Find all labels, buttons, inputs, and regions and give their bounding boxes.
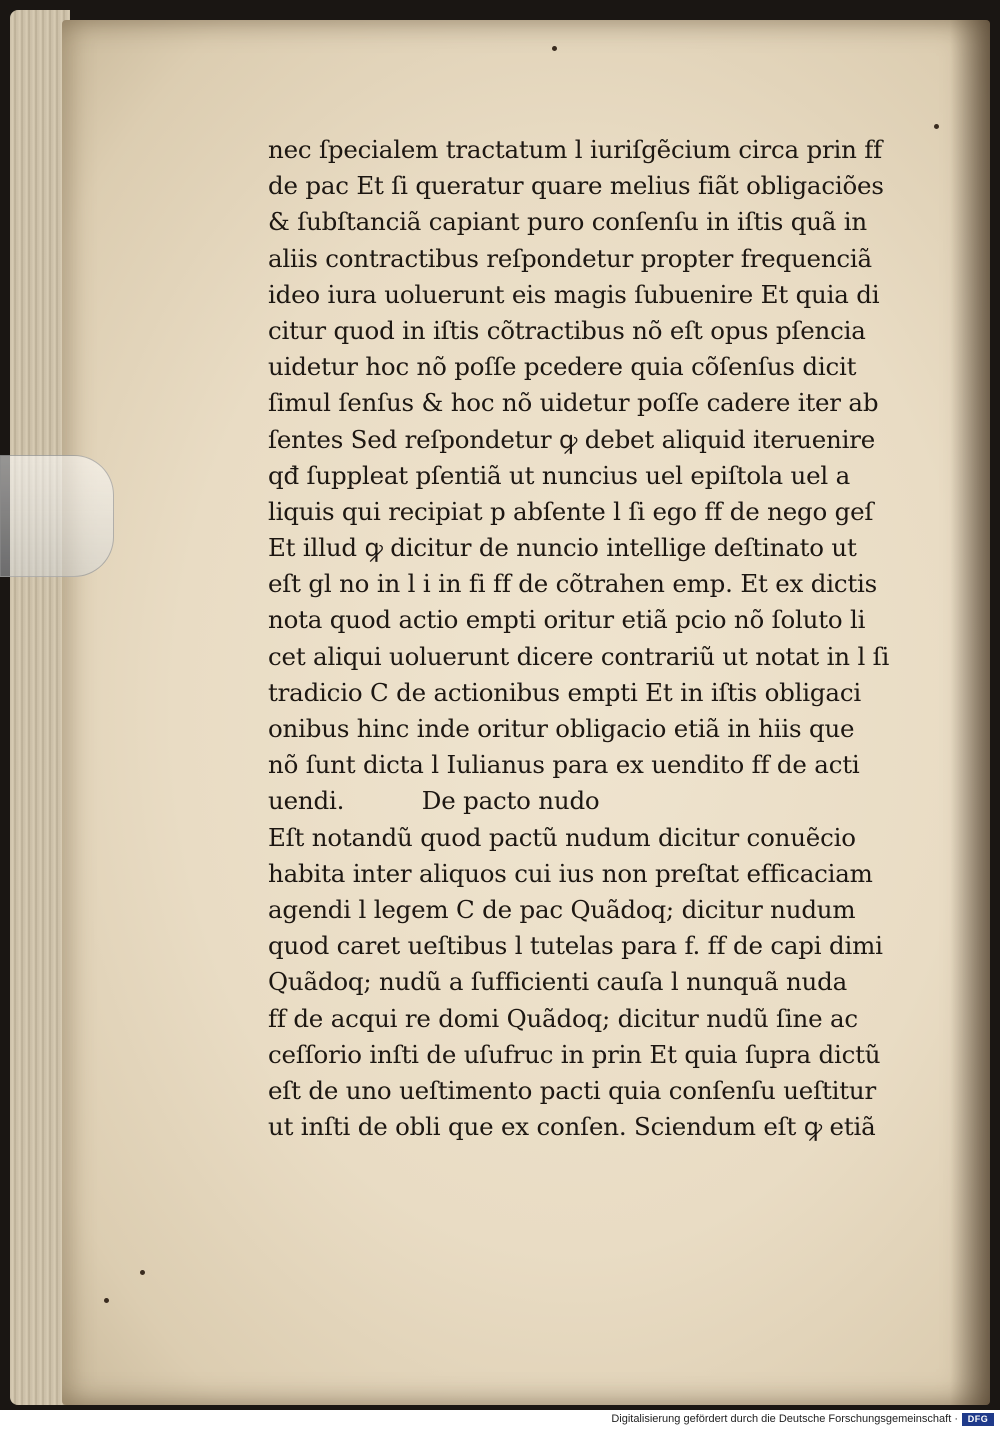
text-line: qđ ſuppleat pſentiã ut nuncius uel epiſtola uel a bbox=[268, 460, 851, 490]
text-line: liquis qui recipiat p abſente l ſi ego ff de nego geſ bbox=[268, 496, 874, 526]
text-line: ceſſorio inſti de uſufruc in prin Et quia ſupra dictũ bbox=[268, 1039, 881, 1069]
text-line: eſt gl no in l i in fi ff de cõtrahen emp. Et ex dictis bbox=[268, 569, 878, 599]
text-line: aliis contractibus reſpondetur propter frequenciã bbox=[268, 243, 872, 273]
text-line: onibus hinc inde oritur obligacio etiã in hiis que bbox=[268, 714, 855, 743]
ink-speck bbox=[140, 1270, 145, 1275]
text-line: citur quod in iſtis cõtractibus nõ eſt opus pſencia bbox=[268, 315, 866, 345]
text-line: cet aliqui uoluerunt dicere contrariũ ut notat in l ſi bbox=[268, 641, 890, 671]
ink-speck bbox=[552, 46, 557, 51]
text-line: nec ſpecialem tractatum l iuriſgẽcium circa prin ff bbox=[268, 135, 883, 164]
text-line: ſimul ſenſus & hoc nõ uidetur poſſe cadere iter ab bbox=[268, 388, 879, 418]
text-line: quod caret ueſtibus l tutelas para f. ff de capi dimi bbox=[268, 931, 883, 961]
text-line: Quãdoq; nudũ a ſufficienti cauſa l nunquã nuda bbox=[268, 967, 847, 997]
section-heading: De pacto nudo bbox=[421, 786, 600, 816]
ink-speck bbox=[934, 124, 939, 129]
text-line: ſentes Sed reſpondetur ꝙ debet aliquid iteruenire bbox=[268, 424, 876, 454]
text-line: nota quod actio empti oritur etiã pcio nõ ſoluto li bbox=[268, 605, 866, 635]
text-line: Et illud ꝙ dicitur de nuncio intellige deſtinato ut bbox=[268, 533, 857, 563]
text-line: ff de acqui re domi Quãdoq; dicitur nudũ ſine ac bbox=[268, 1003, 858, 1033]
dfg-logo: DFG bbox=[962, 1413, 994, 1426]
page-edges bbox=[10, 10, 70, 1405]
footer-credit: Digitalisierung gefördert durch die Deutsche Forschungsgemeinschaft · bbox=[611, 1413, 958, 1425]
text-line: & ſubſtanciã capiant puro conſenſu in iſtis quã in bbox=[268, 207, 868, 237]
text-line: uidetur hoc nõ poſſe pcedere quia cõſenſus dicit bbox=[268, 352, 857, 382]
text-line: eſt de uno ueſtimento pacti quia conſenſu ueſtitur bbox=[268, 1075, 876, 1105]
text-line: ut inſti de obli que ex conſen. Sciendum eſt ꝙ etiã bbox=[268, 1112, 876, 1142]
text-line: Eſt notandũ quod pactũ nudum dicitur conuẽcio bbox=[268, 822, 856, 852]
line-end-fragment: uendi. bbox=[268, 786, 345, 816]
text-line: de pac Et ſi queratur quare melius fiãt obligaciões bbox=[268, 171, 884, 201]
text-line: tradicio C de actionibus empti Et in iſtis obligaci bbox=[268, 677, 861, 707]
text-line: agendi l legem C de pac Quãdoq; dicitur nudum bbox=[268, 894, 856, 924]
gutter-shadow bbox=[950, 20, 990, 1405]
ink-speck bbox=[104, 1298, 109, 1303]
text-line: habita inter aliquos cui ius non preſtat efficaciam bbox=[268, 858, 873, 888]
text-line: ideo iura uoluerunt eis magis ſubuenire Et quia di bbox=[268, 279, 880, 309]
digitization-footer bbox=[0, 1410, 1000, 1429]
printed-text-block bbox=[268, 132, 918, 1145]
text-line: nõ ſunt dicta l Iulianus para ex uendito ff de acti bbox=[268, 750, 860, 780]
page-clip bbox=[0, 455, 114, 577]
section-heading-line bbox=[268, 783, 918, 819]
